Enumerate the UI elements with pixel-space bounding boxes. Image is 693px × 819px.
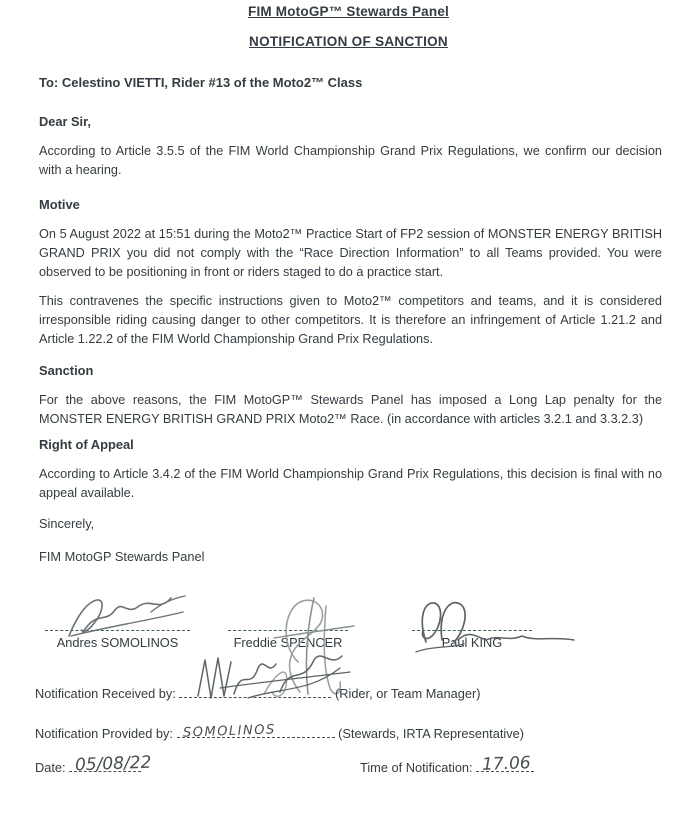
motive-paragraph-2: This contravenes the specific instructions given to Moto2™ competitors and teams, and it is considered irresponsible riding causing danger to other competitors. It is therefore an infringement of Article 1.21.2 and Article 1.22.2 of the FIM World Championship Grand Prix Regulations. (39, 294, 662, 346)
recipient-line: To: Celestino VIETTI, Rider #13 of the Moto2™ Class (39, 75, 363, 90)
time-blank (476, 753, 534, 775)
appeal-heading: Right of Appeal (39, 437, 134, 452)
time-handwritten-value: 17.06 (481, 753, 532, 775)
provided-by-handwritten-value: SOMOLINOS (182, 722, 276, 741)
date-blank (69, 752, 152, 776)
letter-body (35, 0, 662, 564)
motive-paragraph-1: On 5 August 2022 at 15:51 during the Moto2™ Practice Start of FP2 session of MONSTER ENERGY BRITISH GRAND PRIX you did not comply with the “Race Direction Information” to all Teams provided. You were observed to be positioning in front or riders staged to do a practice start. (39, 227, 662, 279)
date-label: Date: (35, 760, 66, 775)
provided-by-blank (177, 722, 335, 741)
date-row (35, 752, 152, 776)
received-by-suffix: (Rider, or Team Manager) (334, 686, 481, 701)
date-handwritten-value: 05/08/22 (74, 752, 152, 776)
received-by-row (35, 684, 481, 701)
appeal-paragraph: According to Article 3.4.2 of the FIM World Championship Grand Prix Regulations, this decision is final with no appeal available. (39, 467, 662, 500)
received-by-blank (179, 684, 331, 698)
signatory-name: Freddie SPENCER (233, 635, 343, 650)
somolinos-signature-line (45, 630, 190, 631)
document-title: FIM MotoGP™ Stewards Panel (248, 4, 449, 19)
signatory-king (412, 630, 532, 650)
signatory-name: Andres SOMOLINOS (56, 635, 179, 650)
provided-by-suffix: (Stewards, IRTA Representative) (338, 726, 524, 741)
somolinos-signature-icon (57, 592, 192, 640)
signatory-somolinos (45, 630, 190, 650)
signatory-name: Paul KING (441, 635, 503, 650)
king-signature-line (412, 630, 532, 631)
signoff-line: FIM MotoGP Stewards Panel (39, 549, 205, 564)
document-subtitle: NOTIFICATION OF SANCTION (249, 34, 448, 49)
intro-paragraph: According to Article 3.5.5 of the FIM World Championship Grand Prix Regulations, we confirm our decision with a hearing. (39, 144, 662, 177)
provided-by-row (35, 724, 524, 741)
sanction-heading: Sanction (39, 363, 94, 378)
time-label: Time of Notification: (360, 760, 473, 775)
provided-by-label: Notification Provided by: (35, 726, 173, 741)
closing-line: Sincerely, (39, 516, 95, 531)
signatory-spencer (228, 630, 348, 650)
motive-heading: Motive (39, 197, 80, 212)
sanction-paragraph: For the above reasons, the FIM MotoGP™ Stewards Panel has imposed a Long Lap penalty for the MONSTER ENERGY BRITISH GRAND PRIX Moto2™ Race. (in accordance with articles 3.2.1 and 3.3.2.3) (39, 393, 662, 426)
spencer-signature-line (228, 630, 348, 631)
salutation: Dear Sir, (39, 114, 91, 129)
received-by-label: Notification Received by: (35, 686, 176, 701)
time-row (360, 753, 534, 775)
